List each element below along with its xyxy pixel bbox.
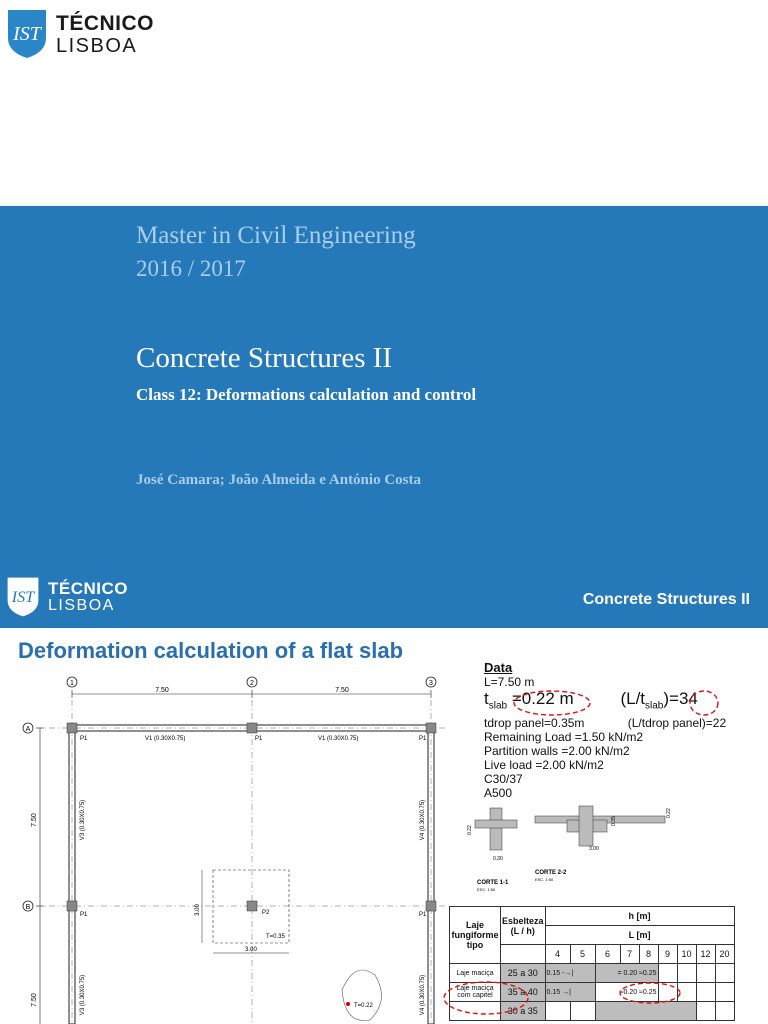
program-title: Master in Civil Engineering (136, 222, 416, 249)
beam-outlines (69, 725, 434, 1024)
columns (67, 723, 436, 911)
drop-panel-dim-x: 3.00 (245, 947, 257, 953)
live-load: Live load =2.00 kN/m2 (484, 758, 604, 773)
beam-label: V1 (0.30X0.75) (318, 736, 359, 742)
axis-label-1: 1 (70, 680, 74, 687)
span-dim-x1: 7.50 (155, 687, 169, 694)
beam-label: V4 (0.30X0.75) (420, 974, 426, 1016)
table-highlight-marks (440, 978, 690, 1024)
svg-text:0.22: 0.22 (666, 808, 672, 818)
span-dim-y2: 7.50 (31, 993, 38, 1007)
section-drawings (465, 798, 675, 898)
drop-panel-dim-y: 3.00 (195, 904, 201, 916)
L-value: 7 (620, 945, 639, 964)
svg-text:0.22: 0.22 (467, 825, 473, 835)
footer-course-title: Concrete Structures II (582, 591, 750, 608)
table-row: Laje maciça com capitel 35 a 40 0.15 →| ≈0.20 ≈0.25 (450, 983, 735, 1002)
drop-panel-thickness: tdrop panel=0.35m (L/tdrop panel)=22 (484, 716, 727, 731)
logo-line1: TÉCNICO (56, 11, 154, 35)
footer-logo-line2: LISBOA (48, 597, 115, 614)
L-value: 6 (595, 945, 620, 964)
shield-logo-icon (6, 8, 48, 60)
span-dim-y1: 7.50 (31, 813, 38, 827)
drop-thickness: T=0.35 (266, 934, 285, 940)
L-value: 10 (677, 945, 696, 964)
svg-text:0.35: 0.35 (611, 816, 617, 826)
slab-thickness: T=0.22 (354, 1003, 373, 1009)
table-header-h: h [m] (545, 907, 734, 926)
corte-2-2: CORTE 2-2 (535, 870, 567, 876)
corte-1-1: CORTE 1-1 (477, 880, 509, 886)
L-value: 20 (715, 945, 734, 964)
table-header-ratio: Esbelteza (L / h) (501, 907, 546, 945)
column-label: P2 (262, 910, 270, 916)
content-slide (0, 628, 768, 1024)
column-label: P1 (419, 736, 427, 742)
table-row: Laje maciça 25 a 30 0.15 -→| = 0.20 ≈0.25 (450, 964, 735, 983)
column-label: P1 (80, 736, 88, 742)
beam-label: V4 (0.30X0.75) (420, 799, 426, 841)
shield-logo-icon (6, 575, 40, 619)
authors: José Camara; João Almeida e António Costa (136, 472, 421, 488)
footer-logo (6, 575, 128, 619)
class-title: Class 12: Deformations calculation and control (136, 385, 477, 404)
axis-label-2: 2 (250, 680, 254, 687)
table-header-type: Laje fungiforme tipo (450, 907, 501, 964)
beam-label: V3 (0.30X0.75) (80, 799, 86, 841)
grid-lines (36, 700, 446, 1024)
column-label: P1 (419, 912, 427, 918)
slide-title: Deformation calculation of a flat slab (18, 638, 404, 663)
logo-line2: LISBOA (56, 34, 138, 57)
slab-thickness-mark (342, 970, 381, 1021)
column-label: P1 (255, 736, 263, 742)
concrete-class: C30/37 (484, 772, 523, 787)
beam-label: V1 (0.30X0.75) (145, 736, 186, 742)
axis-label-B: B (25, 904, 31, 911)
steel-class: A500 (484, 786, 513, 801)
svg-text:ESC. 1:50: ESC. 1:50 (477, 887, 496, 892)
svg-text:3.00: 3.00 (589, 846, 599, 852)
L-value: 4 (545, 945, 570, 964)
beam-label: V3 (0.30X0.75) (80, 974, 86, 1016)
slab-plan-drawing (0, 670, 446, 1024)
L-value: 12 (696, 945, 715, 964)
svg-text:0.30: 0.30 (493, 856, 503, 862)
axis-label-A: A (25, 726, 31, 733)
slab-thickness-line: $t_{slab} =0.22$ m $(L/t_{slab})=34$ (484, 689, 698, 712)
L-value: 5 (570, 945, 595, 964)
svg-text:IST: IST (13, 23, 41, 45)
L-value: 8 (639, 945, 658, 964)
academic-year: 2016 / 2017 (136, 256, 246, 281)
highlight-marks (500, 680, 730, 720)
title-band (0, 206, 768, 628)
footer-logo-line1: TÉCNICO (48, 579, 128, 598)
table-header-L: L [m] (545, 926, 734, 945)
svg-text:IST: IST (11, 587, 35, 606)
partition-walls: Partition walls =2.00 kN/m2 (484, 744, 630, 759)
L-value: 9 (658, 945, 677, 964)
svg-text:ESC. 1:50: ESC. 1:50 (535, 877, 554, 882)
tecnico-logo (6, 8, 154, 60)
data-heading: Data (484, 660, 513, 675)
remaining-load: Remaining Load =1.50 kN/m2 (484, 730, 644, 745)
course-title: Concrete Structures II (136, 342, 393, 374)
column-label: P1 (80, 912, 88, 918)
span-dim-x2: 7.50 (335, 687, 349, 694)
axis-label-3: 3 (429, 680, 433, 687)
span-length: L=7.50 m (484, 675, 535, 689)
table-row: 30 a 35 (450, 1002, 735, 1021)
